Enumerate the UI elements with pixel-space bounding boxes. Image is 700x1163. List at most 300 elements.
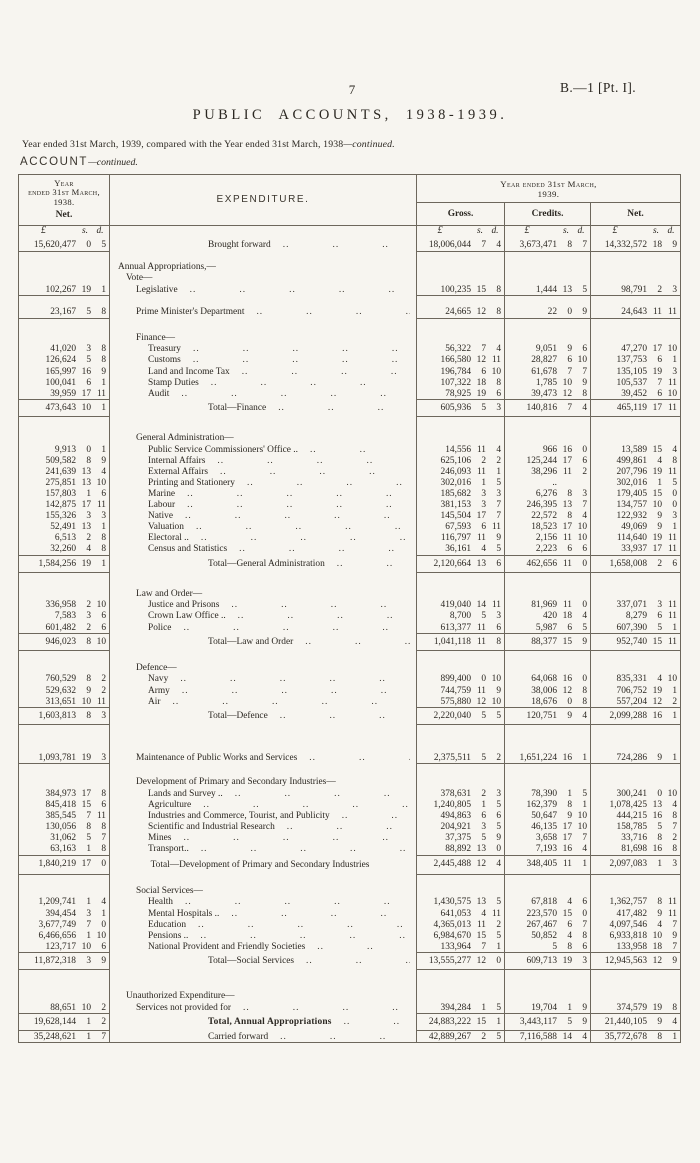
amount-1939-gross-shillings: 1 [481, 799, 486, 810]
amount-1939-net [591, 708, 680, 725]
amount-1939-credits-amount: 3,673,471 [519, 240, 557, 251]
amount-1939-net-shillings: 15 [652, 444, 662, 455]
amount-1939-net [591, 307, 680, 319]
table-row [19, 366, 680, 377]
amount-1939-net-amount: 499,861 [616, 455, 647, 466]
amount-1939-credits-shillings: 15 [562, 908, 572, 919]
amount-1939-net-amount: 417,482 [616, 908, 647, 919]
amount-1939-gross-pence: 2 [496, 455, 501, 466]
dot-leaders [243, 1003, 410, 1014]
amount-1939-gross-pence: 4 [496, 444, 501, 455]
units-gross-shillings: s. [477, 225, 483, 236]
amount-1939-credits-shillings: 13 [562, 500, 572, 511]
cell-1939-gross [417, 651, 505, 663]
amount-1939-credits [505, 466, 591, 477]
amount-1938-net-shillings: 2 [86, 622, 91, 633]
amount-1939-net-shillings: 9 [657, 752, 662, 763]
cell-1939-gross [417, 663, 505, 674]
amount-1939-credits-amount: 22 [547, 307, 557, 318]
amount-1939-net-pence: 1 [672, 622, 677, 633]
table-row [19, 388, 680, 400]
amount-1939-gross [417, 284, 505, 296]
amount-1938-net-pence: 6 [101, 489, 106, 499]
amount-1938-net-amount: 126,624 [45, 355, 76, 366]
amount-1938-net-amount: 39,959 [50, 388, 76, 399]
amount-1939-credits-pence: 4 [582, 711, 587, 722]
amount-1939-gross-amount: 744,759 [440, 685, 471, 696]
amount-1939-net [591, 533, 680, 544]
amount-1939-credits-amount: 67,818 [531, 897, 557, 908]
cell-1939-net [591, 651, 680, 663]
amount-1939-gross [417, 832, 505, 843]
amount-1939-credits [505, 622, 591, 634]
amount-1939-gross-amount: 613,377 [440, 622, 471, 633]
amount-1938-net-pence: 1 [101, 403, 106, 414]
amount-1939-net-shillings: 2 [657, 559, 662, 570]
amount-1939-net-shillings: 19 [652, 366, 662, 377]
amount-1939-net-amount: 35,772,678 [604, 1031, 647, 1042]
amount-1939-gross-shillings: 13 [476, 559, 486, 570]
amount-1939-gross-amount: 88,892 [445, 844, 471, 855]
amount-1939-credits [505, 400, 591, 417]
table-row [19, 455, 680, 466]
amount-1939-credits-pence: 5 [582, 622, 587, 633]
cell-expenditure [110, 333, 417, 344]
amount-1939-credits-shillings: 1 [567, 1002, 572, 1013]
cell-1939-net [591, 875, 680, 886]
amount-1938-net [19, 821, 110, 832]
amount-1938-net-amount: 7,583 [54, 611, 76, 622]
cell-1939-net [591, 262, 680, 273]
expenditure-label: Internal Affairs [148, 455, 206, 466]
amount-1939-net-shillings: 12 [652, 696, 662, 707]
expenditure-label: Services not provided for [136, 1002, 232, 1013]
account-continued: —continued. [88, 157, 138, 168]
amount-1939-gross [417, 844, 505, 856]
amount-1938-net-amount: 760,529 [45, 674, 76, 685]
cell-expenditure [110, 886, 417, 897]
amount-1939-credits-pence: 0 [582, 559, 587, 570]
amount-1939-credits [505, 856, 591, 876]
table-row [19, 908, 680, 919]
amount-1938-net [19, 344, 110, 355]
cell-1939-net [591, 991, 680, 1002]
dot-leaders [256, 307, 410, 318]
amount-1939-credits-shillings: 17 [562, 832, 572, 843]
cell-1939-net [591, 273, 680, 284]
amount-1939-gross-shillings: 11 [476, 444, 486, 455]
section-label: Finance— [136, 333, 176, 344]
amount-1939-gross-shillings: 12 [476, 696, 486, 707]
amount-1938-net-shillings: 17 [81, 388, 91, 399]
amount-1939-gross-pence: 7 [496, 500, 501, 511]
amount-1938-net-amount: 1,603,813 [38, 711, 76, 722]
amount-1939-net [591, 489, 680, 500]
cell-expenditure [110, 611, 417, 622]
cell-expenditure [110, 466, 417, 477]
table-row [19, 477, 680, 488]
cell-expenditure [110, 307, 417, 319]
amount-1939-credits-amount: 1,651,224 [519, 752, 557, 763]
amount-1939-net [591, 1014, 680, 1031]
amount-1939-net-pence: 3 [672, 284, 677, 295]
amount-1939-net-pence: 11 [667, 466, 677, 477]
expenditure-label: Education [148, 919, 187, 930]
units-gross-pounds: £ [437, 224, 443, 236]
amount-1939-gross-pence: 3 [496, 611, 501, 622]
amount-1939-credits-pence: 3 [582, 489, 587, 499]
amount-1938-net-pence: 9 [101, 366, 106, 377]
amount-1938-net [19, 455, 110, 466]
amount-1939-net-amount: 105,537 [616, 377, 647, 388]
amount-1939-gross-shillings: 11 [476, 919, 486, 930]
table-row [19, 511, 680, 522]
amount-1938-net [19, 500, 110, 511]
amount-1939-credits-pence: 3 [582, 956, 587, 967]
amount-1939-gross-pence: 11 [491, 522, 501, 533]
header-1938-net-label: Net. [55, 209, 73, 221]
amount-1938-net-shillings: 1 [86, 897, 91, 908]
amount-1938-net-amount: 336,958 [45, 600, 76, 611]
cell-expenditure [110, 1014, 417, 1031]
dot-leaders [239, 544, 410, 555]
amount-1939-gross-shillings: 5 [481, 752, 486, 763]
amount-1939-credits-pence: 6 [582, 344, 587, 355]
amount-1939-gross [417, 953, 505, 970]
amount-1939-net [591, 455, 680, 466]
amount-1939-gross [417, 919, 505, 930]
amount-1939-credits-shillings: 14 [562, 1031, 572, 1042]
amount-1939-gross-shillings: 3 [481, 821, 486, 832]
amount-1939-net [591, 477, 680, 488]
amount-1938-net-pence: 2 [101, 1002, 106, 1013]
amount-1939-gross-pence: 6 [496, 388, 501, 399]
amount-1938-net-amount: 6,513 [54, 533, 76, 544]
cell-1938-net [19, 589, 110, 600]
cell-1939-gross [417, 319, 505, 333]
dot-leaders [187, 489, 410, 500]
amount-1938-net-shillings: 3 [86, 908, 91, 919]
amount-1939-gross [417, 821, 505, 832]
cell-expenditure [110, 262, 417, 273]
amount-1938-net-amount: 155,326 [45, 511, 76, 522]
amount-1939-gross-shillings: 2 [481, 455, 486, 466]
amount-1939-net-amount: 607,390 [616, 622, 647, 633]
amount-1939-credits-amount: 38,296 [531, 466, 557, 477]
table-row [19, 544, 680, 556]
amount-1938-net-shillings: 7 [86, 919, 91, 930]
amount-1939-net [591, 284, 680, 296]
amount-1939-gross-pence: 4 [496, 858, 501, 869]
header-net: Net. [591, 203, 680, 226]
cell-1939-gross [417, 875, 505, 886]
amount-1938-net [19, 953, 110, 970]
expenditure-label: Police [148, 622, 172, 633]
expenditure-label: Treasury [148, 344, 181, 355]
dot-leaders [182, 686, 410, 697]
amount-1938-net-amount: 32,260 [50, 544, 76, 555]
amount-1939-credits [505, 752, 591, 764]
amount-1939-net-shillings: 7 [657, 377, 662, 388]
amount-1938-net-pence: 8 [101, 544, 106, 555]
amount-1939-net [591, 674, 680, 685]
amount-1939-gross-shillings: 12 [476, 355, 486, 366]
amount-1939-net-pence: 1 [672, 1031, 677, 1042]
amount-1939-net-shillings: 13 [652, 799, 662, 810]
amount-1939-credits-pence: 7 [582, 832, 587, 843]
subtitle-continued: —continued. [343, 139, 395, 150]
amount-1939-gross-shillings: 2 [481, 788, 486, 799]
expenditure-label: Total—Finance [208, 403, 267, 414]
amount-1939-credits [505, 307, 591, 319]
amount-1939-credits-shillings: 10 [562, 377, 572, 388]
amount-1938-net-pence: 11 [96, 696, 106, 707]
units-credits-pounds: £ [524, 224, 530, 236]
units-credits-pence: d. [577, 225, 585, 236]
cell-1939-credits [505, 725, 591, 752]
header-1939-line2: 1939. [537, 189, 560, 199]
amount-1939-net-amount: 465,119 [616, 403, 647, 414]
amount-1939-credits-amount: 28,827 [531, 355, 557, 366]
amount-1939-net-shillings: 9 [657, 908, 662, 919]
table-row [19, 930, 680, 941]
amount-1939-gross-amount: 37,375 [445, 832, 471, 843]
amount-1939-net-pence: 8 [672, 844, 677, 855]
amount-1939-net-pence: 9 [672, 930, 677, 941]
amount-1939-gross-pence: 2 [496, 752, 501, 763]
dot-leaders [231, 600, 410, 611]
amount-1938-net-shillings: 7 [86, 810, 91, 821]
cell-1939-credits [505, 777, 591, 788]
amount-1938-net-shillings: 5 [86, 307, 91, 318]
amount-1939-net-pence: 8 [672, 810, 677, 821]
amount-1939-net [591, 856, 680, 876]
amount-1939-credits-amount: 5,987 [535, 622, 557, 633]
amount-1939-credits-pence: 4 [582, 844, 587, 855]
amount-1938-net-pence: 2 [101, 1017, 106, 1028]
amount-1939-credits-amount: 6,276 [535, 489, 557, 499]
amount-1939-gross-shillings: 12 [476, 956, 486, 967]
amount-1939-gross-pence: 1 [496, 941, 501, 952]
amount-1939-credits-pence: 7 [582, 919, 587, 930]
amount-1939-credits-amount: 38,006 [531, 685, 557, 696]
spacer-row [19, 970, 680, 991]
cell-1938-net [19, 875, 110, 886]
amount-1938-net-shillings: 13 [81, 466, 91, 477]
cell-expenditure [110, 600, 417, 611]
amount-1938-net-shillings: 17 [81, 500, 91, 511]
amount-1938-net-amount: 3,677,749 [38, 919, 76, 930]
table-row [19, 1002, 680, 1014]
header-gross: Gross. [417, 203, 505, 226]
cell-expenditure [110, 284, 417, 296]
amount-1938-net-pence: 10 [96, 930, 106, 941]
amount-1939-gross-amount: 6,984,670 [433, 930, 471, 941]
amount-1938-net [19, 1031, 110, 1042]
amount-1938-net [19, 466, 110, 477]
cell-1939-net [591, 886, 680, 897]
amount-1939-net-shillings: 0 [657, 788, 662, 799]
amount-1939-net-pence: 1 [672, 685, 677, 696]
amount-1939-credits-pence: 5 [582, 284, 587, 295]
dot-leaders [309, 753, 410, 764]
amount-1939-net [591, 511, 680, 522]
amount-1939-gross-shillings: 4 [481, 908, 486, 919]
amount-1939-net-shillings: 15 [652, 489, 662, 499]
amount-1939-net-pence: 5 [672, 477, 677, 488]
cell-1938-net [19, 886, 110, 897]
amount-1938-net-shillings: 1 [86, 1017, 91, 1028]
cell-1938-net [19, 433, 110, 444]
amount-1938-net-shillings: 8 [86, 711, 91, 722]
amount-1939-net-pence: 1 [672, 752, 677, 763]
amount-1939-credits [505, 240, 591, 252]
amount-1939-credits-shillings: 6 [567, 544, 572, 555]
amount-1939-gross [417, 708, 505, 725]
amount-1939-gross-amount: 166,580 [440, 355, 471, 366]
amount-1938-net-pence: 11 [96, 500, 106, 511]
amount-1939-gross [417, 674, 505, 685]
cell-1938-net [19, 296, 110, 307]
cell-expenditure [110, 875, 417, 886]
amount-1939-gross-pence: 4 [496, 344, 501, 355]
cell-1939-gross [417, 296, 505, 307]
amount-1939-credits-amount: 39,473 [531, 388, 557, 399]
cell-expenditure [110, 821, 417, 832]
table-row [19, 752, 680, 764]
amount-1939-net-amount: 13,589 [621, 444, 647, 455]
amount-1939-credits [505, 919, 591, 930]
expenditure-label: Stamp Duties [148, 377, 199, 388]
amount-1939-gross [417, 533, 505, 544]
amount-1939-net [591, 444, 680, 455]
amount-1939-credits-pence: 9 [582, 307, 587, 318]
amount-1939-net [591, 685, 680, 696]
amount-1939-credits-amount: 3,443,117 [519, 1017, 557, 1028]
amount-1939-net-pence: 10 [667, 388, 677, 399]
amount-1939-gross-shillings: 1 [481, 1002, 486, 1013]
amount-1939-credits [505, 444, 591, 455]
amount-1938-net-pence: 11 [96, 810, 106, 821]
amount-1939-credits-amount: 2,223 [535, 544, 557, 555]
amount-1939-gross-amount: 2,445,488 [433, 858, 471, 869]
amount-1939-gross-pence: 0 [496, 956, 501, 967]
section-label: Unauthorized Expenditure— [126, 991, 235, 1002]
dot-leaders [211, 378, 410, 389]
amount-1939-credits-shillings: 17 [562, 522, 572, 533]
expenditure-label: Marine [148, 489, 176, 499]
cell-expenditure [110, 799, 417, 810]
cell-expenditure [110, 953, 417, 970]
expenditure-label: Audit [148, 388, 170, 399]
amount-1939-net-shillings: 17 [652, 544, 662, 555]
table-row [19, 788, 680, 799]
amount-1939-net-amount: 207,796 [616, 466, 647, 477]
amount-1939-credits-amount: 61,678 [531, 366, 557, 377]
amount-1938-net-pence: 1 [101, 377, 106, 388]
amount-1939-gross [417, 556, 505, 573]
amount-1939-credits [505, 908, 591, 919]
amount-1939-credits [505, 1002, 591, 1014]
amount-1939-gross-amount: 381,153 [440, 500, 471, 511]
amount-1939-gross-amount: 1,430,575 [433, 897, 471, 908]
cell-expenditure [110, 752, 417, 764]
cell-expenditure [110, 1031, 417, 1042]
amount-1939-gross-shillings: 18 [476, 377, 486, 388]
amount-1939-gross-shillings: 12 [476, 858, 486, 869]
table-row [19, 919, 680, 930]
subtitle [22, 139, 395, 150]
amount-1939-net [591, 953, 680, 970]
amount-1939-net-amount: 2,099,288 [609, 711, 647, 722]
expenditure-label: Crown Law Office .. [148, 611, 226, 622]
amount-1939-gross-shillings: 7 [481, 240, 486, 251]
amount-1939-gross-shillings: 4 [481, 544, 486, 555]
units-credits-shillings: s. [563, 225, 569, 236]
amount-1938-net-amount: 1,584,256 [38, 559, 76, 570]
amount-1939-credits-shillings: 0 [567, 696, 572, 707]
amount-1938-net-pence: 8 [101, 844, 106, 855]
amount-1938-net-shillings: 13 [81, 477, 91, 488]
amount-1938-net-amount: 275,851 [45, 477, 76, 488]
amount-1939-credits-shillings: 18 [562, 611, 572, 622]
amount-1939-credits [505, 810, 591, 821]
cell-expenditure [110, 522, 417, 533]
table-row [19, 522, 680, 533]
amount-1939-gross-shillings: 14 [476, 600, 486, 611]
amount-1939-credits-shillings: 8 [567, 799, 572, 810]
amount-1939-gross-shillings: 11 [476, 466, 486, 477]
amount-1938-net [19, 930, 110, 941]
amount-1938-net-amount: 165,997 [45, 366, 76, 377]
amount-1939-credits-shillings: 8 [567, 240, 572, 251]
amount-1938-net-amount: 1,840,219 [38, 858, 76, 869]
amount-1939-credits-amount: 18,523 [531, 522, 557, 533]
amount-1938-net-shillings: 3 [86, 344, 91, 355]
amount-1939-net-amount: 444,215 [616, 810, 647, 821]
amount-1939-gross-shillings: 5 [481, 832, 486, 843]
amount-1939-net-amount: 8,279 [625, 611, 647, 622]
total-row [19, 1014, 680, 1031]
amount-1939-net-shillings: 4 [657, 455, 662, 466]
amount-1939-net-shillings: 8 [657, 897, 662, 908]
amount-1939-gross-shillings: 3 [481, 489, 486, 499]
amount-1939-gross-pence: 5 [496, 897, 501, 908]
expenditure-label: Public Service Commissioners' Office .. [148, 444, 298, 455]
amount-1939-gross-pence: 3 [496, 403, 501, 414]
expenditure-label: Carried forward [208, 1031, 269, 1042]
cell-1938-net [19, 970, 110, 991]
amount-1939-net-pence: 7 [672, 919, 677, 930]
amount-1938-net-pence: 7 [101, 832, 106, 843]
dot-leaders [342, 811, 410, 822]
amount-1939-credits-pence: 10 [577, 355, 587, 366]
dot-leaders [196, 522, 410, 533]
amount-1939-credits-amount: 420 [542, 611, 557, 622]
amount-1938-net [19, 832, 110, 843]
amount-1939-gross-amount: 2,120,664 [433, 559, 471, 570]
expenditure-label: Labour [148, 500, 176, 511]
amount-1939-gross-shillings: 2 [481, 1031, 486, 1042]
amount-1938-net-shillings: 17 [81, 788, 91, 799]
header-credits: Credits. [505, 203, 591, 226]
amount-1939-net-shillings: 5 [657, 821, 662, 832]
amount-1939-gross-amount: 1,240,805 [433, 799, 471, 810]
amount-1939-credits-pence: 5 [582, 788, 587, 799]
amount-1939-gross-pence: 10 [491, 366, 501, 377]
currency-units-row [19, 226, 680, 240]
spacer-row [19, 651, 680, 663]
